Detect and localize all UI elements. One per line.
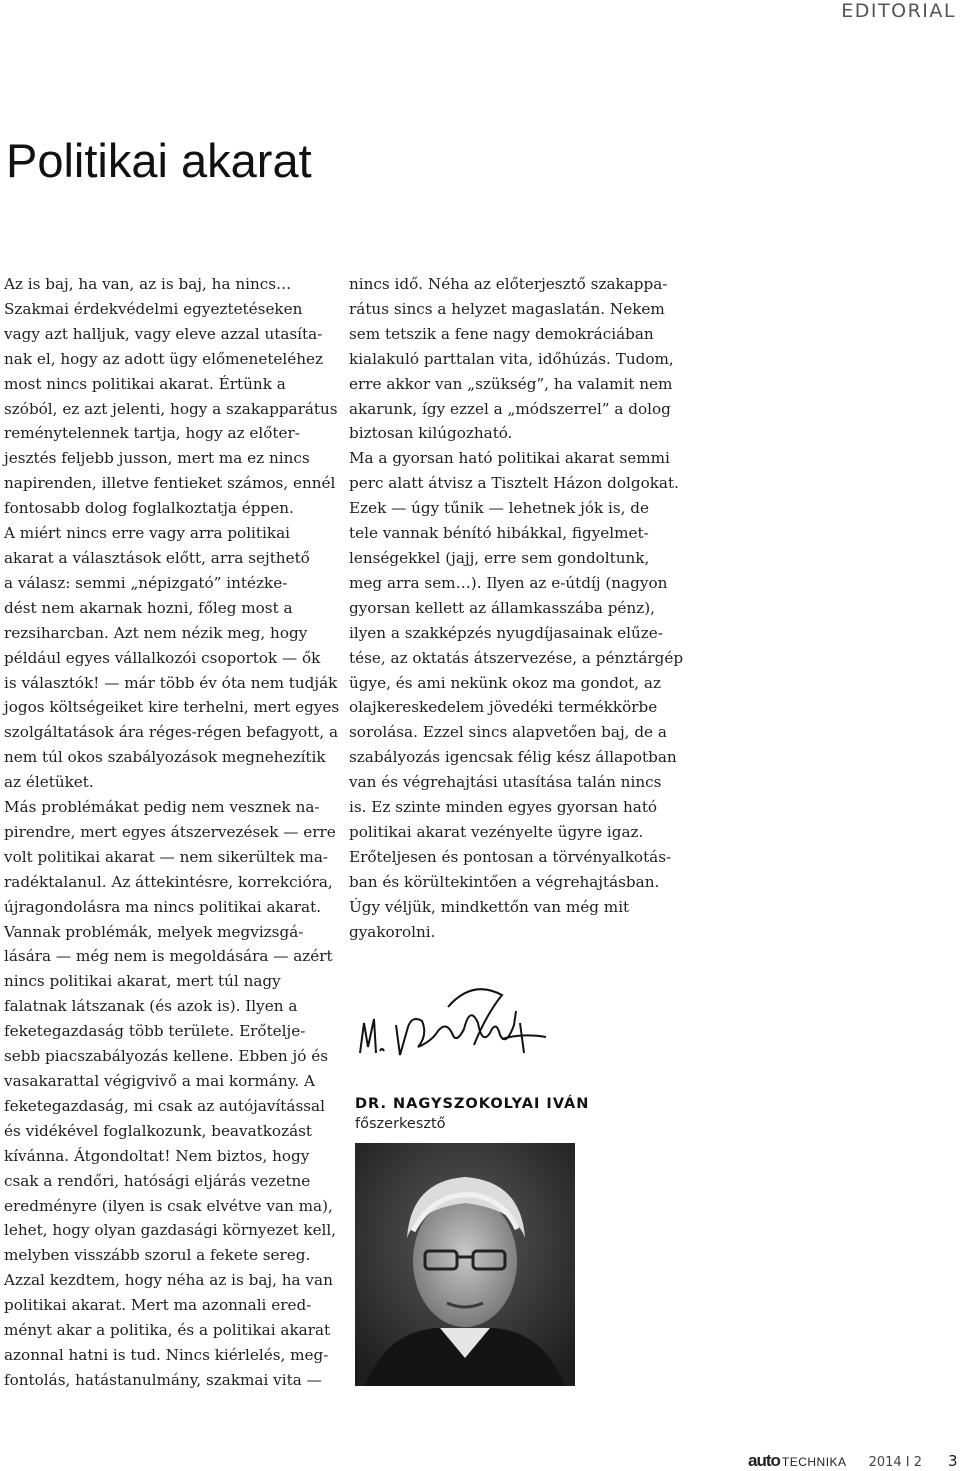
body-text-line: lehet, hogy olyan gazdasági környezet kell, <box>4 1221 337 1240</box>
author-role: főszerkesztő <box>355 1116 446 1132</box>
body-text-line: szabályozás igencsak félig kész állapotban <box>349 748 677 767</box>
body-text-line: jesztés feljebb jusson, mert ma ez nincs <box>4 449 310 468</box>
body-text-line: eredményre (ilyen is csak elvétve van ma), <box>4 1196 333 1215</box>
body-text-line: olajkereskedelem jövedéki termékkörbe <box>349 698 658 717</box>
body-text-line: most nincs politikai akarat. Értünk a <box>4 374 286 393</box>
body-text-line: nincs idő. Néha az előterjesztő szakappa- <box>349 275 668 293</box>
body-text-line: A miért nincs erre vagy arra politikai <box>4 524 290 543</box>
body-text-line: perc alatt átvisz a Tisztelt Házon dolgokat. <box>349 474 679 493</box>
body-text-line: feketegazdaság több területe. Erőtelje- <box>4 1022 306 1041</box>
body-text-line: jogos költségeiket kire terhelni, mert egyes <box>4 698 340 717</box>
page-footer <box>748 1451 958 1471</box>
body-text-line: melyben visszább szorul a fekete sereg. <box>4 1246 311 1265</box>
body-text-line: Erőteljesen és pontosan a törvényalkotás- <box>349 847 672 866</box>
body-text-line: fontosabb dolog foglalkoztatja éppen. <box>4 499 294 518</box>
body-text-line: volt politikai akarat — nem sikerültek ma- <box>4 847 329 866</box>
issue-number: 2014 I 2 <box>868 1455 923 1470</box>
body-text-line: pirendre, mert egyes átszervezések — erre <box>4 822 336 841</box>
body-text-line: feketegazdaság, mi csak az autójavítással <box>4 1096 325 1115</box>
body-text-line: politikai akarat. Mert ma azonnali ered- <box>4 1296 312 1315</box>
author-signature <box>352 975 552 1075</box>
body-text-line: akarunk, így ezzel a „módszerrel” a dolog <box>349 399 671 418</box>
body-text-line: dést nem akarnak hozni, főleg most a <box>4 598 293 617</box>
body-text-line: is választók! — már több év óta nem tudják <box>4 673 338 692</box>
body-text-line: Vannak problémák, melyek megvizsgá- <box>4 922 304 941</box>
body-text-line: az életüket. <box>4 773 94 792</box>
body-text-line: Ma a gyorsan ható politikai akarat semmi <box>349 449 670 468</box>
body-text-line: biztosan kilúgozható. <box>349 424 513 443</box>
body-text-line: meg arra sem…). Ilyen az e-útdíj (nagyon <box>349 573 668 592</box>
body-text-line: akarat a választások előtt, arra sejthető <box>4 548 310 567</box>
body-text-line: újragondolásra ma nincs politikai akarat. <box>4 897 322 916</box>
body-text-line: ban és körültekintően a végrehajtásban. <box>349 872 660 891</box>
body-text-line: rezsiharcban. Azt nem nézik meg, hogy <box>4 623 308 642</box>
body-text-line: politikai akarat vezényelte ügyre igaz. <box>349 822 644 841</box>
body-text-line: radéktalanul. Az áttekintésre, korrekcióra, <box>4 872 333 891</box>
body-text-line: tése, az oktatás átszervezése, a pénztárgép <box>349 648 684 667</box>
body-text-line: szóból, ez azt jelenti, hogy a szakapparátus <box>4 399 338 418</box>
body-text-line: tele vannak bénító hibákkal, figyelmet- <box>349 524 649 543</box>
body-text-line: rátus sincs a helyzet magaslatán. Nekem <box>349 299 665 318</box>
body-text-line: a válasz: semmi „népizgató” intézke- <box>4 573 288 592</box>
body-text-line: kialakuló parttalan vita, időhúzás. Tudom, <box>349 349 674 368</box>
section-label: EDITORIAL <box>841 0 956 22</box>
body-text-line: Más problémákat pedig nem vesznek na- <box>4 798 320 817</box>
body-text-line: ményt akar a politika, és a politikai akarat <box>4 1321 331 1340</box>
body-text-line: csak a rendőri, hatósági eljárás vezetne <box>4 1171 311 1190</box>
body-text-line: kívánna. Átgondoltat! Nem biztos, hogy <box>4 1146 310 1165</box>
body-text-line: erre akkor van „szükség”, ha valamit nem <box>349 374 673 393</box>
body-text-line: Szakmai érdekvédelmi egyeztetéseken <box>4 299 303 318</box>
body-text-line: Úgy véljük, mindkettőn van még mit <box>349 897 630 916</box>
page-number: 3 <box>948 1452 958 1470</box>
body-text-line: Ezek — úgy tűnik — lehetnek jók is, de <box>349 499 650 518</box>
body-text-line: nem túl okos szabályozások megnehezítik <box>4 748 326 767</box>
body-text-line: nincs politikai akarat, mert túl nagy <box>4 972 281 991</box>
body-text-line: Azzal kezdtem, hogy néha az is baj, ha van <box>4 1271 333 1290</box>
author-portrait-photo <box>355 1143 575 1386</box>
body-text-line: sorolása. Ezzel sincs alapvetően baj, de a <box>349 723 667 742</box>
body-text-line: vasakarattal végigvivő a mai kormány. A <box>4 1072 315 1090</box>
author-name: DR. NAGYSZOKOLYAI IVÁN <box>355 1096 590 1112</box>
body-text-line: falatnak látszanak (és azok is). Ilyen a <box>4 997 298 1016</box>
article-column-left <box>4 272 340 1393</box>
body-text-line: Az is baj, ha van, az is baj, ha nincs… <box>4 275 292 293</box>
body-text-line: nak el, hogy az adott ügy előmeneteléhez <box>4 349 324 368</box>
body-text-line: gyakorolni. <box>349 922 436 941</box>
magazine-logo-technika: TECHNIKA <box>781 1455 847 1469</box>
body-text-line: is. Ez szinte minden egyes gyorsan ható <box>349 798 658 817</box>
body-text-line: sebb piacszabályozás kellene. Ebben jó és <box>4 1047 328 1066</box>
body-text-line: és vidékével foglalkozunk, beavatkozást <box>4 1121 313 1140</box>
magazine-logo-auto: auto <box>748 1451 780 1470</box>
article-title: Politikai akarat <box>6 134 312 187</box>
body-text-line: azonnal hatni is tud. Nincs kiérlelés, meg- <box>4 1345 329 1364</box>
body-text-line: vagy azt halljuk, vagy eleve azzal utasíta- <box>4 324 323 343</box>
body-text-line: szolgáltatások ára réges-régen befagyott, a <box>4 723 339 742</box>
body-text-line: sem tetszik a fene nagy demokráciában <box>349 324 654 343</box>
body-text-line: reménytelennek tartja, hogy az előter- <box>4 424 300 443</box>
article-column-right <box>349 272 684 944</box>
body-text-line: lenségekkel (jajj, erre sem gondoltunk, <box>349 548 650 567</box>
body-text-line: napirenden, illetve fentieket számos, ennél <box>4 474 336 493</box>
body-text-line: van és végrehajtási utasítása talán nincs <box>349 773 662 792</box>
body-text-line: lására — még nem is megoldására — azért <box>4 947 333 966</box>
body-text-line: ügye, és ami nekünk okoz ma gondot, az <box>349 673 661 692</box>
body-text-line: fontolás, hatástanulmány, szakmai vita — <box>4 1370 322 1389</box>
body-text-line: ilyen a szakképzés nyugdíjasainak elűze- <box>349 623 663 642</box>
body-text-line: gyorsan kellett az államkasszába pénz), <box>349 598 655 617</box>
body-text-line: például egyes vállalkozói csoportok — ők <box>4 648 321 667</box>
